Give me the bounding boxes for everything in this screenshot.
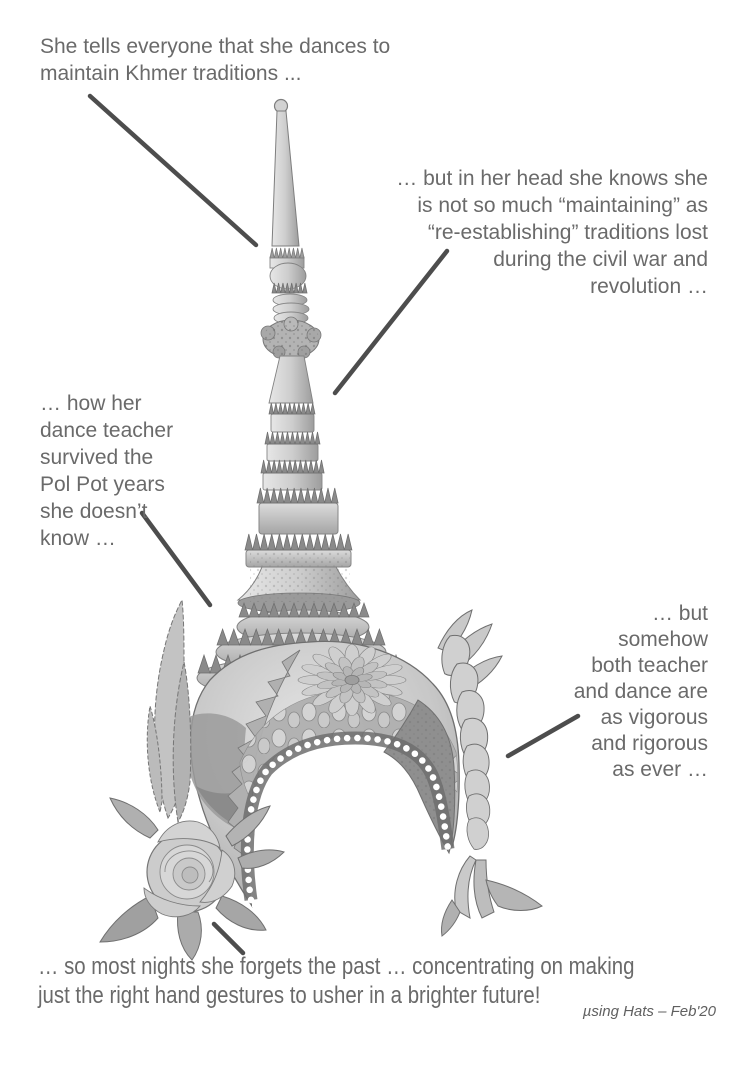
credit-signature: µsing Hats – Feb'20 — [582, 1003, 716, 1020]
left-leaf-spray — [147, 600, 191, 822]
annotation-top-left — [40, 33, 390, 87]
annotation-lower-right — [574, 601, 708, 783]
annotation-line: is not so much “maintaining” as — [417, 194, 708, 217]
annotation-line: during the civil war and — [493, 248, 708, 271]
annotation-line: both teacher — [591, 654, 708, 677]
annotation-line: dance teacher — [40, 419, 174, 442]
annotation-line: and rigorous — [591, 732, 708, 755]
annotation-line: “re-establishing” traditions lost — [427, 221, 708, 244]
annotation-mid-left — [40, 390, 173, 552]
spire-cone — [272, 111, 299, 246]
leader-line-top-left — [90, 96, 256, 245]
bell-flower — [441, 856, 542, 936]
annotation-line: somehow — [618, 628, 708, 651]
annotation-line: She tells everyone that she dances to — [40, 35, 391, 58]
annotation-line: maintain Khmer traditions ... — [40, 62, 302, 85]
annotation-line: and dance are — [573, 680, 708, 703]
annotation-line: survived the — [40, 446, 154, 469]
leader-line-bottom — [214, 924, 243, 953]
spire-ornate-knob — [261, 317, 321, 358]
annotation-line: as ever … — [612, 758, 708, 781]
annotation-line: … but — [651, 602, 708, 625]
rosette — [298, 644, 406, 715]
annotation-line: revolution … — [590, 275, 708, 298]
crown-spire — [238, 100, 360, 614]
annotation-line: … so most nights she forgets the past … concentrating on making — [38, 953, 635, 980]
annotation-bottom — [38, 952, 740, 1010]
annotation-line: just the right hand gestures to usher in a brighter future! — [38, 982, 541, 1009]
spire-tiers — [238, 403, 360, 613]
annotation-line: … but in her head she knows she — [396, 167, 708, 190]
annotation-line: Pol Pot years — [40, 473, 165, 496]
leader-line-lower-right — [508, 716, 578, 756]
annotation-line: know … — [40, 527, 116, 550]
annotation-line: she doesn’t — [40, 500, 148, 523]
annotation-upper-right — [396, 165, 708, 300]
annotation-line: … how her — [40, 392, 142, 415]
annotation-line: as vigorous — [600, 706, 708, 729]
